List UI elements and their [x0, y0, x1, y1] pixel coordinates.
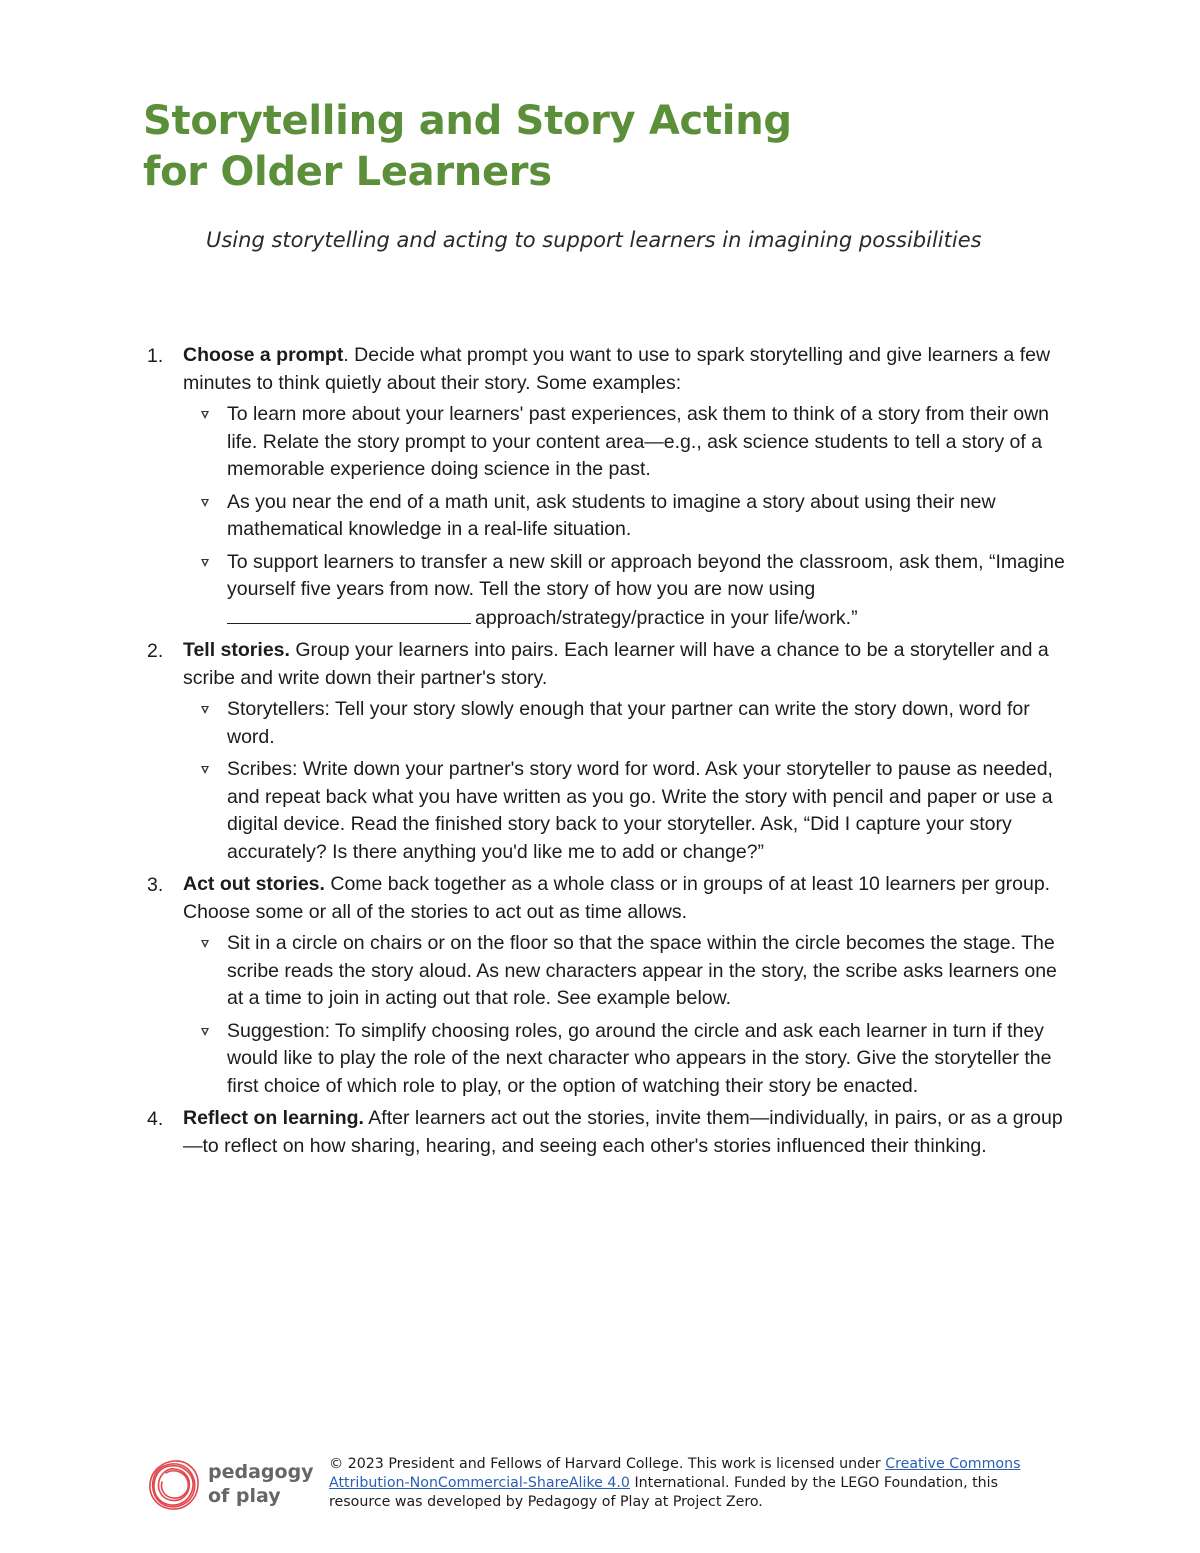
sub-text: Scribes: Write down your partner's story word for word. Ask your storyteller to pause as needed, and repeat back what you have written as you go. Write the story with pencil and paper or use a digital device. Read the finished story back to your storyteller. Ask, “Did I capture your story accurately? Is there anything you'd like me to add or change?”	[227, 758, 1053, 863]
triangle-bullet-icon	[201, 411, 209, 419]
triangle-bullet-icon	[201, 559, 209, 567]
sub-text: To learn more about your learners' past experiences, ask them to think of a story from their own life. Relate the story prompt to your content area—e.g., ask science students to tell a story of a memorable experience doing science in the past.	[227, 403, 1050, 480]
sub-item	[183, 489, 1073, 544]
sub-list	[183, 401, 1073, 632]
sub-item	[183, 696, 1073, 751]
step-body: . Decide what prompt you want to use to spark storytelling and give learners a few minutes to think quietly about their story. Some examples:	[183, 344, 1051, 394]
sub-list	[183, 696, 1073, 866]
step-text	[183, 342, 1073, 397]
step-item	[143, 871, 1073, 1100]
sub-text: Suggestion: To simplify choosing roles, go around the circle and ask each learner in turn if they would like to play the role of the next character who appears in the story. Give the storyteller the first choice of which role to play, or the option of watching their story be enacted.	[227, 1019, 1052, 1097]
sub-text: As you near the end of a math unit, ask students to imagine a story about using their new mathematical knowledge in a real-life situation.	[227, 490, 996, 540]
footer-text-after: International. Funded by the LEGO Foundation, this resource was developed by Pedagogy of Play at Project Zero.	[329, 1475, 998, 1510]
triangle-bullet-icon	[201, 766, 209, 774]
step-lead: Tell stories.	[183, 639, 290, 661]
fill-in-blank-line	[227, 604, 471, 624]
step-number: 1.	[147, 345, 164, 367]
step-body: Come back together as a whole class or in groups of at least 10 learners per group. Choose some or all of the stories to act out as time allows.	[183, 873, 1051, 923]
logo-wordmark	[208, 1460, 314, 1508]
step-text	[183, 637, 1073, 692]
sub-item	[183, 930, 1073, 1013]
step-body: Group your learners into pairs. Each learner will have a chance to be a storyteller and a scribe and write down their partner's story.	[183, 639, 1049, 689]
sub-text-before: To support learners to transfer a new skill or approach beyond the classroom, ask them, “Imagine yourself five years from now. Tell the story of how you are now using	[227, 550, 1065, 600]
triangle-bullet-icon	[201, 940, 209, 948]
triangle-bullet-icon	[201, 499, 209, 507]
triangle-bullet-icon	[201, 1028, 209, 1036]
step-text	[183, 871, 1073, 926]
step-number: 3.	[147, 874, 164, 896]
steps-list	[143, 342, 1073, 1163]
step-text	[183, 1105, 1073, 1160]
step-number: 4.	[147, 1108, 164, 1130]
sub-text	[227, 551, 1065, 629]
footer-text-before: © 2023 President and Fellows of Harvard College. This work is licensed under	[329, 1456, 886, 1472]
license-link[interactable]: Creative Commons Attribution-NonCommercial-ShareAlike 4.0	[329, 1456, 1021, 1491]
sub-item	[183, 756, 1073, 866]
sub-text-after: approach/strategy/practice in your life/work.”	[475, 606, 858, 629]
logo-line-1: pedagogy	[208, 1461, 314, 1483]
step-lead: Act out stories.	[183, 873, 325, 895]
logo-line-2: of play	[208, 1485, 281, 1507]
step-lead: Reflect on learning.	[183, 1107, 364, 1129]
sub-item	[183, 1018, 1073, 1101]
sub-list	[183, 930, 1073, 1100]
title-line-1: Storytelling and Story Acting	[143, 98, 792, 144]
document-subtitle: Using storytelling and acting to support learners in imagining possibilities	[206, 228, 982, 252]
step-lead: Choose a prompt	[183, 344, 344, 366]
sub-text: Storytellers: Tell your story slowly enough that your partner can write the story down, word for word.	[227, 698, 1030, 748]
step-number: 2.	[147, 640, 164, 662]
step-item	[143, 637, 1073, 866]
title-line-2: for Older Learners	[143, 149, 552, 195]
step-item	[143, 342, 1073, 632]
footer-license	[329, 1455, 1049, 1512]
sub-text: Sit in a circle on chairs or on the floor so that the space within the circle becomes the stage. The scribe reads the story aloud. As new characters appear in the story, the scribe asks learners one at a time to join in acting out that role. See example below.	[227, 932, 1057, 1009]
step-item	[143, 1105, 1073, 1160]
step-body: After learners act out the stories, invite them—individually, in pairs, or as a group —to reflect on how sharing, hearing, and seeing each other's stories influenced their thinking.	[183, 1107, 1063, 1157]
pedagogy-of-play-logo-icon	[144, 1455, 204, 1515]
document-title	[143, 96, 792, 198]
sub-item	[183, 401, 1073, 484]
triangle-bullet-icon	[201, 706, 209, 714]
sub-item	[183, 549, 1073, 633]
